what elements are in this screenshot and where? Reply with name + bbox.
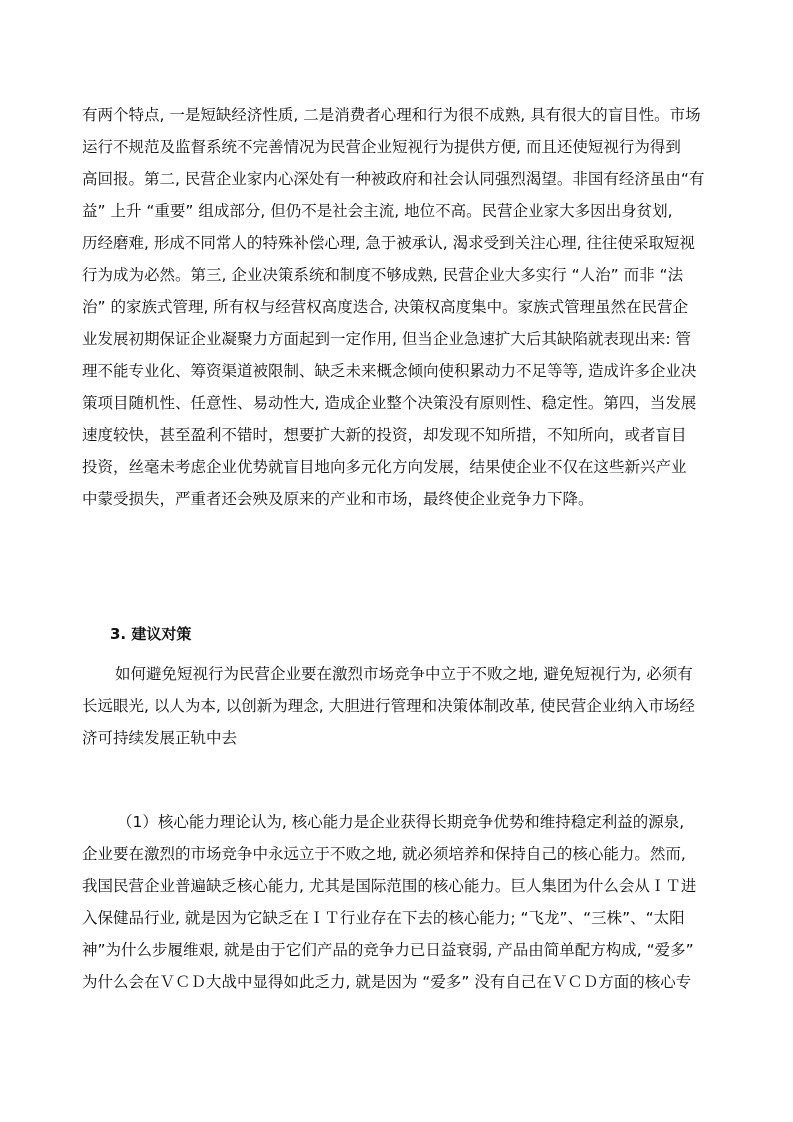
- text-line: 我国民营企业普遍缺乏核心能力, 尤其是国际范围的核心能力。巨人集团为什么会从ＩＴ进: [82, 877, 697, 895]
- text-line: 行为成为必然。第三, 企业决策系统和制度不够成熟, 民营企业大多实行 “人治” 而非 “法: [82, 266, 684, 284]
- text-line: 速度较快，甚至盈利不错时，想要扩大新的投资，却发现不知所措，不知所向，或者盲目: [82, 426, 687, 444]
- text-line: 历经磨难, 形成不同常人的特殊补偿心理, 急于被承认, 渴求受到关注心理, 往往使采取短视: [82, 234, 695, 252]
- body-paragraph-3: [82, 806, 722, 998]
- section-heading: 3. 建议对策: [110, 625, 192, 643]
- text-line: 长远眼光, 以人为本, 以创新为理念, 大胆进行管理和决策体制改革, 使民营企业纳入市场经: [82, 697, 695, 715]
- text-line: 如何避免短视行为民营企业要在激烈市场竞争中立于不败之地, 避免短视行为, 必须有: [115, 665, 693, 683]
- text-line: 运行不规范及监督系统不完善情况为民营企业短视行为提供方便, 而且还使短视行为得到: [82, 138, 681, 156]
- text-line: 为什么会在ＶＣＤ大战中显得如此乏力, 就是因为 “爱多” 没有自己在ＶＣＤ方面的核心专: [82, 973, 692, 991]
- text-line: 中蒙受损失，严重者还会殃及原来的产业和市场，最终使企业竞争力下降。: [82, 490, 594, 508]
- text-line: 入保健品行业, 就是因为它缺乏在ＩＴ行业存在下去的核心能力; “飞龙”、“三株”、“太阳: [82, 909, 685, 927]
- text-line: 高回报。第二, 民营企业家内心深处有一种被政府和社会认同强烈渴望。非国有经济虽由“有: [82, 170, 705, 188]
- text-line: 益” 上升 “重要” 组成部分, 但仍不是社会主流, 地位不高。民营企业家大多因出身贫划,: [82, 202, 673, 220]
- text-line: 业发展初期保证企业凝聚力方面起到一定作用, 但当企业急速扩大后其缺陷就表现出来: 管: [82, 330, 692, 348]
- text-line: 策项目随机性、任意性、易动性大, 造成企业整个决策没有原则性、稳定性。第四，当发展: [82, 394, 697, 412]
- text-line: 神”为什么步履维艰, 就是由于它们产品的竞争力已日益衰弱, 产品由简单配方构成, “爱多”: [82, 941, 694, 959]
- text-line: （1）核心能力理论认为, 核心能力是企业获得长期竞争优势和维持稳定利益的源泉,: [117, 813, 685, 831]
- text-line: 企业要在激烈的市场竞争中永远立于不败之地, 就必须培养和保持自己的核心能力。然而,: [82, 845, 686, 863]
- text-line: 投资，丝毫未考虑企业优势就盲目地向多元化方向发展，结果使企业不仅在这些新兴产业: [82, 458, 687, 476]
- text-line: 治” 的家族式管理, 所有权与经营权高度迭合, 决策权高度集中。家族式管理虽然在民营企: [82, 298, 689, 316]
- body-paragraph-2: [82, 658, 722, 754]
- text-line: 济可持续发展正轨中去: [82, 729, 238, 747]
- text-line: 有两个特点, 一是短缺经济性质, 二是消费者心理和行为很不成熟, 具有很大的盲目性。市场: [82, 106, 701, 124]
- text-line: 理不能专业化、筹资渠道被限制、缺乏未来概念倾向使积累动力不足等等, 造成许多企业决: [82, 362, 697, 380]
- body-paragraph-1: [82, 99, 722, 515]
